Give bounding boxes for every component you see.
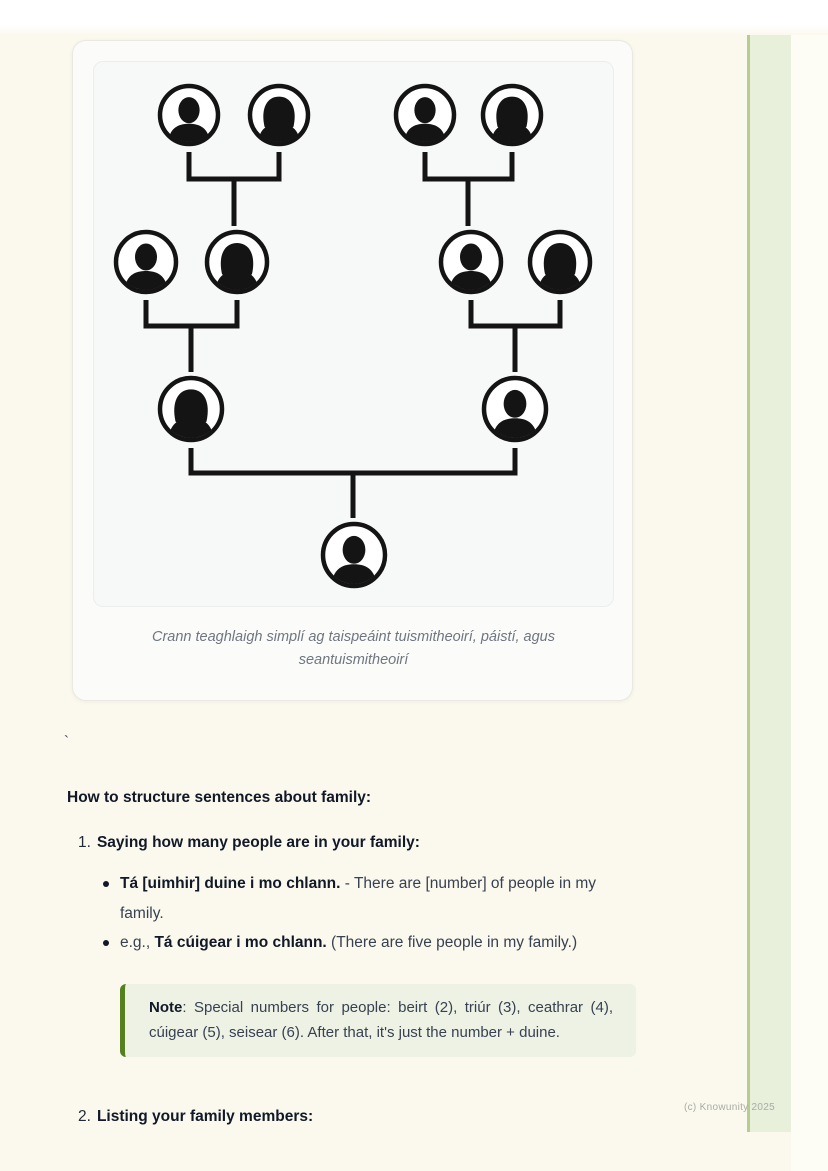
bullet-item [120, 928, 635, 958]
figure-caption: Crann teaghlaigh simplí ag taispeáint tuismitheoirí, páistí, agus seantuismitheoirí [152, 629, 555, 668]
numbered-item-1 [78, 832, 420, 853]
item-label: Listing your family members: [96, 1108, 314, 1125]
bullet-rest-text: - There are [number] of people in my family. [120, 875, 597, 922]
item-number: 2. [78, 1108, 91, 1125]
note-callout [120, 984, 636, 1057]
family-tree-svg [94, 62, 613, 606]
bullet-item [120, 869, 635, 929]
item-number: 1. [78, 834, 91, 851]
right-margin-column [791, 0, 828, 1171]
tree-connector-line [146, 300, 237, 326]
numbered-item-2 [78, 1106, 313, 1127]
bullet-bold-text: Tá cúigear i mo chlann. [154, 934, 327, 951]
bullet-rest-text: (There are five people in my family.) [326, 934, 578, 951]
bullet-pre-text: e.g., [120, 934, 155, 951]
tree-connector-line [189, 152, 279, 179]
note-text: : Special numbers for people: beirt (2), triúr (3), ceathrar (4), cúigear (5), seisear (6). After that, it's just the number + duine. [149, 999, 613, 1041]
note-label: Note [149, 999, 183, 1016]
copyright-watermark: (c) Knowunity 2025 [684, 1102, 776, 1113]
section-heading: How to structure sentences about family: [67, 789, 372, 806]
bullet-bold-text: Tá [uimhir] duine i mo chlann. [120, 875, 341, 892]
tree-connector-line [191, 448, 515, 473]
green-highlight-band [747, 34, 791, 1132]
family-tree-panel [93, 61, 614, 607]
family-tree-card [72, 40, 633, 701]
tree-connector-line [471, 300, 560, 326]
item-label: Saying how many people are in your family: [96, 834, 420, 851]
stray-backtick-text: ` [64, 733, 69, 750]
bullet-dot-icon [103, 940, 109, 946]
tree-connector-line [425, 152, 512, 179]
top-white-strip [0, 0, 828, 35]
bullet-dot-icon [103, 881, 109, 887]
